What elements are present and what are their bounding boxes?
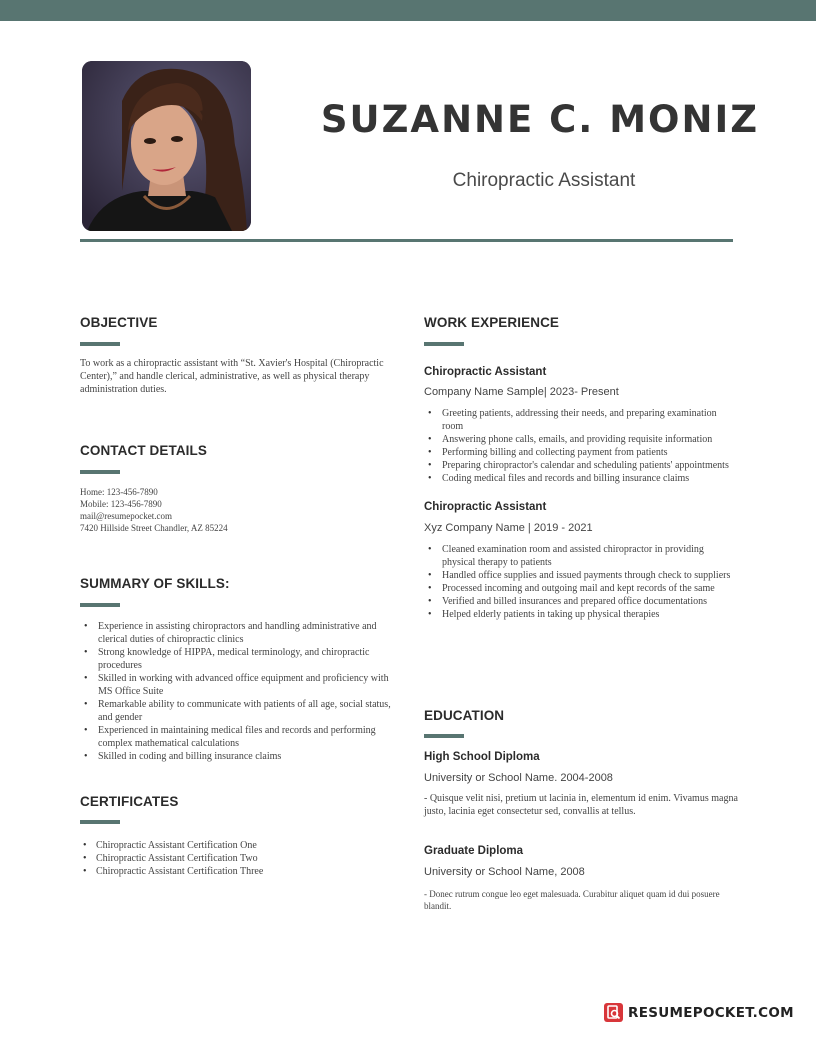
list-item: • Performing billing and collecting payment from patients bbox=[424, 446, 739, 459]
list-item: • Skilled in working with advanced office equipment and proficiency with MS Office Suite bbox=[80, 672, 395, 698]
list-item: • Strong knowledge of HIPPA, medical terminology, and chiropractic procedures bbox=[80, 646, 395, 672]
list-item: • Answering phone calls, emails, and providing requisite information bbox=[424, 433, 739, 446]
objective-text: To work as a chiropractic assistant with “St. Xavier's Hospital (Chiropractic Center),” and handle clerical, administrative, as well as physical therapy administration duties. bbox=[80, 358, 384, 395]
list-item: • Coding medical files and records and billing insurance claims bbox=[424, 472, 739, 485]
candidate-name: SUZANNE C. MONIZ bbox=[320, 98, 760, 141]
list-item: • Skilled in coding and billing insurance claims bbox=[80, 750, 395, 763]
education-school: University or School Name. 2004-2008 bbox=[424, 772, 613, 784]
list-item: • Experienced in maintaining medical files and records and performing complex mathematical calculations bbox=[80, 724, 395, 750]
certificates-list bbox=[80, 839, 395, 878]
contact-section bbox=[80, 443, 395, 534]
education-desc: - Quisque velit nisi, pretium ut lacinia in, elementum id enim. Vivamus magna justo, lacinia eget consectetur sed, convallis at tellus. bbox=[424, 793, 738, 817]
objective-section bbox=[80, 315, 395, 396]
work-heading: WORK EXPERIENCE bbox=[424, 315, 560, 330]
section-accent bbox=[424, 734, 464, 738]
list-item: • Processed incoming and outgoing mail and kept records of the same bbox=[424, 582, 739, 595]
list-item: • Helped elderly patients in taking up physical therapies bbox=[424, 608, 739, 621]
education-degree: Graduate Diploma bbox=[424, 845, 524, 857]
education-school: University or School Name, 2008 bbox=[424, 866, 585, 878]
job-duties bbox=[424, 407, 739, 485]
top-accent-bar bbox=[0, 0, 816, 21]
contact-email[interactable]: mail@resumepocket.com bbox=[80, 511, 173, 521]
contact-address: 7420 Hillside Street Chandler, AZ 85224 bbox=[80, 523, 228, 533]
list-item: • Verified and billed insurances and prepared office documentations bbox=[424, 595, 739, 608]
section-accent bbox=[80, 470, 120, 474]
job-position: Chiropractic Assistant bbox=[424, 501, 547, 513]
objective-heading: OBJECTIVE bbox=[80, 315, 158, 330]
section-accent bbox=[424, 342, 464, 346]
resume-search-icon bbox=[604, 1003, 623, 1022]
education-degree: High School Diploma bbox=[424, 751, 540, 763]
list-item: • Preparing chiropractor's calendar and scheduling patients' appointments bbox=[424, 459, 739, 472]
section-accent bbox=[80, 342, 120, 346]
contact-heading: CONTACT DETAILS bbox=[80, 443, 207, 458]
profile-photo bbox=[82, 61, 251, 231]
education-heading: EDUCATION bbox=[424, 708, 505, 723]
contact-mobile: Mobile: 123-456-7890 bbox=[80, 499, 162, 509]
section-accent bbox=[80, 603, 120, 607]
skills-heading: SUMMARY OF SKILLS: bbox=[80, 576, 230, 591]
list-item: • Chiropractic Assistant Certification One bbox=[80, 839, 395, 852]
list-item: • Remarkable ability to communicate with patients of all age, social status, and gender bbox=[80, 698, 395, 724]
job-duties bbox=[424, 543, 739, 621]
brand-logo[interactable] bbox=[604, 1003, 794, 1022]
job-position: Chiropractic Assistant bbox=[424, 366, 547, 378]
section-accent bbox=[80, 820, 120, 824]
list-item: • Experience in assisting chiropractors and handling administrative and clerical duties of chiropractic clinics bbox=[80, 620, 395, 646]
list-item: • Chiropractic Assistant Certification Three bbox=[80, 865, 395, 878]
list-item: • Handled office supplies and issued payments through check to suppliers bbox=[424, 569, 739, 582]
education-desc: - Donec rutrum congue leo eget malesuada. Curabitur aliquet quam id dui posuere blandit. bbox=[424, 889, 720, 911]
job-company: Company Name Sample| 2023- Present bbox=[424, 386, 619, 398]
list-item: • Greeting patients, addressing their needs, and preparing examination room bbox=[424, 407, 739, 433]
header-divider bbox=[80, 239, 733, 242]
job-company: Xyz Company Name | 2019 - 2021 bbox=[424, 522, 593, 534]
list-item: • Cleaned examination room and assisted chiropractor in providing physical therapy to patients bbox=[424, 543, 739, 569]
skills-section bbox=[80, 576, 395, 763]
list-item: • Chiropractic Assistant Certification Two bbox=[80, 852, 395, 865]
skills-list bbox=[80, 620, 395, 763]
certificates-heading: CERTIFICATES bbox=[80, 794, 179, 809]
work-section bbox=[424, 315, 739, 621]
certificates-section bbox=[80, 794, 395, 878]
brand-text: RESUMEPOCKET.COM bbox=[628, 1004, 794, 1021]
contact-home: Home: 123-456-7890 bbox=[80, 487, 158, 497]
candidate-title: Chiropractic Assistant bbox=[452, 170, 636, 191]
education-section bbox=[424, 708, 739, 912]
